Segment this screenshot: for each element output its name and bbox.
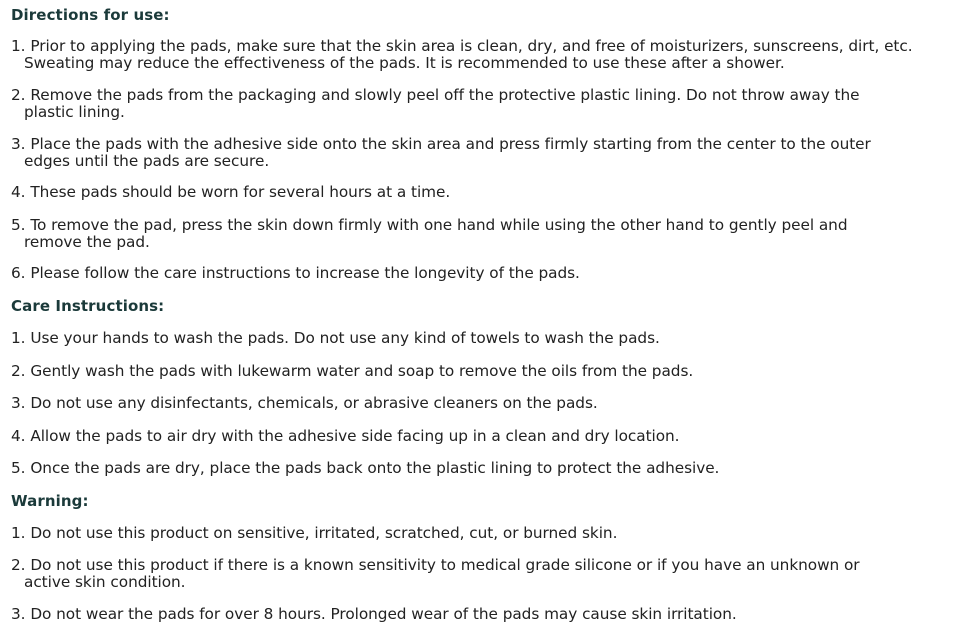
warning-item-2 bbox=[11, 557, 956, 591]
item-text-line1: Do not use this product if there is a known sensitivity to medical grade silicone or if you have an unknown or bbox=[30, 556, 860, 574]
item-number: 4. bbox=[11, 427, 26, 445]
item-text-line1: These pads should be worn for several hours at a time. bbox=[30, 183, 451, 201]
item-text-line2: remove the pad. bbox=[24, 233, 150, 251]
item-number: 2. bbox=[11, 86, 26, 104]
item-text-line2: edges until the pads are secure. bbox=[24, 152, 270, 170]
directions-item-4 bbox=[11, 184, 956, 201]
item-text-line1: Gently wash the pads with lukewarm water and soap to remove the oils from the pads. bbox=[30, 362, 694, 380]
item-number: 3. bbox=[11, 394, 26, 412]
care-item-4 bbox=[11, 428, 956, 445]
care-item-1 bbox=[11, 330, 956, 347]
item-text-line1: Use your hands to wash the pads. Do not use any kind of towels to wash the pads. bbox=[30, 329, 660, 347]
item-number: 5. bbox=[11, 459, 26, 477]
item-text-line1: Prior to applying the pads, make sure that the skin area is clean, dry, and free of moisturizers, sunscreens, dirt, etc. bbox=[30, 37, 913, 55]
warning-item-1 bbox=[11, 525, 956, 542]
item-text-line1: To remove the pad, press the skin down firmly with one hand while using the other hand to gently peel and bbox=[30, 216, 848, 234]
item-text-line2: active skin condition. bbox=[24, 573, 186, 591]
item-text-line1: Once the pads are dry, place the pads back onto the plastic lining to protect the adhesive. bbox=[30, 459, 720, 477]
care-item-3 bbox=[11, 395, 956, 412]
item-number: 5. bbox=[11, 216, 26, 234]
directions-item-1 bbox=[11, 38, 956, 72]
item-text-line1: Place the pads with the adhesive side onto the skin area and press firmly starting from the center to the outer bbox=[30, 135, 871, 153]
item-text-line1: Remove the pads from the packaging and slowly peel off the protective plastic lining. Do not throw away the bbox=[30, 86, 860, 104]
directions-item-6 bbox=[11, 265, 956, 282]
item-text-line1: Do not use any disinfectants, chemicals, or abrasive cleaners on the pads. bbox=[30, 394, 598, 412]
item-number: 6. bbox=[11, 264, 26, 282]
item-number: 4. bbox=[11, 183, 26, 201]
directions-item-3 bbox=[11, 136, 956, 170]
item-number: 1. bbox=[11, 329, 26, 347]
item-text-line1: Do not use this product on sensitive, irritated, scratched, cut, or burned skin. bbox=[30, 524, 618, 542]
directions-item-5 bbox=[11, 217, 956, 251]
item-text-line1: Allow the pads to air dry with the adhesive side facing up in a clean and dry location. bbox=[30, 427, 680, 445]
directions-heading: Directions for use: bbox=[11, 6, 170, 24]
warning-item-3 bbox=[11, 606, 956, 623]
item-number: 1. bbox=[11, 524, 26, 542]
care-item-5 bbox=[11, 460, 956, 477]
item-text-line1: Please follow the care instructions to increase the longevity of the pads. bbox=[30, 264, 580, 282]
item-text-line2: Sweating may reduce the effectiveness of the pads. It is recommended to use these after a shower. bbox=[24, 54, 785, 72]
directions-item-2 bbox=[11, 87, 956, 121]
warning-heading: Warning: bbox=[11, 492, 89, 510]
item-text-line2: plastic lining. bbox=[24, 103, 125, 121]
item-number: 3. bbox=[11, 135, 26, 153]
care-heading: Care Instructions: bbox=[11, 297, 165, 315]
care-item-2 bbox=[11, 363, 956, 380]
item-number: 2. bbox=[11, 362, 26, 380]
item-number: 2. bbox=[11, 556, 26, 574]
item-number: 3. bbox=[11, 605, 26, 623]
item-text-line1: Do not wear the pads for over 8 hours. Prolonged wear of the pads may cause skin irritation. bbox=[30, 605, 737, 623]
item-number: 1. bbox=[11, 37, 26, 55]
